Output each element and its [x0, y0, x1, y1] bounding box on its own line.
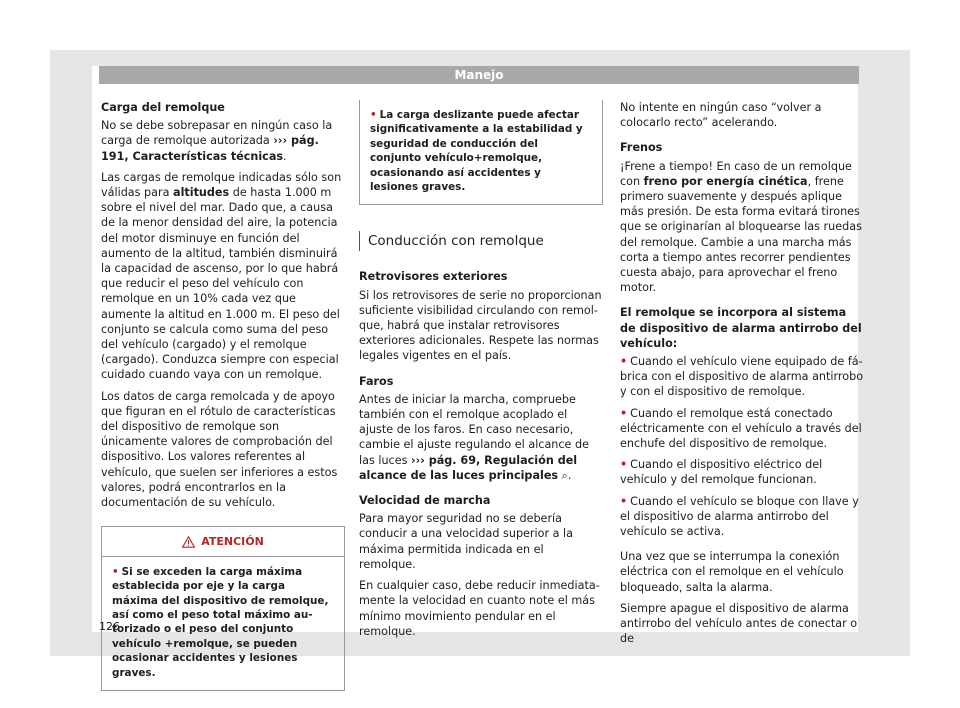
- bullet-icon: •: [112, 565, 119, 578]
- page-header-title: Manejo: [99, 66, 859, 84]
- paragraph-text: No se debe sobrepasar en ningún caso la carga de remolque autorizada: [101, 119, 333, 148]
- bullet-icon: •: [620, 494, 628, 508]
- page-reference-link[interactable]: ››› pág. 191, Características técnicas: [101, 134, 319, 163]
- heading-alarma: El remolque se incorpora al sistema de dispositivo de alarma antirrobo del vehículo:: [620, 306, 862, 350]
- bold-term: freno por energía cinética: [643, 174, 808, 188]
- warning-box: [101, 526, 345, 691]
- warning-bullet: [370, 108, 592, 194]
- bullet-icon: •: [620, 406, 628, 420]
- paragraph-text-end: .: [283, 149, 287, 163]
- bold-term: altitudes: [173, 186, 230, 200]
- paragraph-text: , frene primero suavemente y después aplique más presión. De esta forma evitará tirones que se originarían al bloquearse las ruedas del remolque. Cambie a una marcha más corta a tiempo antes recorrer pendientes cuesta abajo, para aprovechar el freno motor.: [620, 174, 862, 295]
- list-item: [620, 406, 864, 452]
- paragraph-frenos: [620, 159, 864, 296]
- paragraph-alarma-salta: Una vez que se interrumpa la conexión eléctrica con el remolque en el vehículo bloqueado, salta la alarma.: [620, 550, 844, 594]
- paragraph-load-data: Los datos de carga remolcada y de apoyo que figuran en el rótulo de características del dispositivo de remolque son únicamente valores de comprobación del dispositivo. Los valores referentes al vehículo, que suelen ser inferiores a estos valores, podrá encontrarlos en la documentación de su vehículo.: [101, 389, 338, 510]
- paragraph-carga-limit: [101, 118, 345, 164]
- heading-faros: Faros: [359, 374, 394, 388]
- headlight-symbol: ⌕.: [558, 468, 572, 482]
- bullet-icon: •: [620, 355, 628, 369]
- page-reference-link[interactable]: ››› pág. 69, Regulación del alcance de las luces principales: [359, 453, 578, 482]
- warning-triangle-icon: [182, 536, 195, 548]
- list-item-text: Cuando el vehículo se bloque con llave y el dispositivo de alarma antirrobo del vehículo se activa.: [620, 494, 859, 539]
- bullet-icon: •: [620, 458, 628, 472]
- list-item: [620, 457, 864, 487]
- heading-frenos: Frenos: [620, 141, 663, 155]
- list-item-text: Cuando el remolque está conectado eléctricamente con el vehículo a través del enchufe del dispositivo de remolque.: [620, 406, 862, 451]
- paragraph-apagar-alarma: Siempre apague el dispositivo de alarma antirrobo del vehículo antes de conectar o de: [620, 601, 858, 646]
- heading-carga-remolque: Carga del remolque: [101, 101, 225, 114]
- paragraph-faros: [359, 392, 603, 483]
- column-middle: [359, 100, 603, 645]
- paragraph-text: de hasta 1.000 m sobre el nivel del mar. Dado que, a causa de la menor densidad del aire, la potencia del motor disminuye en función del aumento de la altitud, también disminuirá la capacidad de ascenso, por lo que habrá que reducir el peso del vehículo con remolque en un 10% cada vez que aumente la altitud en 1.000 m. El peso del conjunto se calcula como suma del peso del vehículo (cargado) y el remolque (cargado). Conduzca siempre con especial cuidado cuando vaya con un remolque.: [101, 186, 340, 382]
- heading-retrovisores: Retrovisores exteriores: [359, 270, 508, 284]
- warning-box-continued: [359, 100, 603, 205]
- list-item: [620, 354, 864, 400]
- paragraph-altitudes: [101, 170, 345, 383]
- paragraph-text: Las cargas de remolque indicadas sólo son válidas para: [101, 170, 342, 200]
- warning-title-text: ATENCIÓN: [201, 535, 264, 549]
- warning-bullet-text: La carga deslizante puede afectar significativamente a la estabilidad y seguridad de conducción del conjunto vehículo+remolque, ocasionando así accidentes y lesiones graves.: [370, 109, 583, 194]
- warning-bullet-text: Si se exceden la carga máxima establecida por eje y la carga máxima del dispositivo de remolque, así como el peso total máximo autorizado o el peso del conjunto vehículo +remolque, se pueden ocasionar accidentes y lesiones graves.: [112, 565, 329, 679]
- column-left: [101, 100, 345, 691]
- heading-velocidad: Velocidad de marcha: [359, 494, 491, 508]
- paragraph-text: ¡Frene a tiempo! En caso de un remolque con: [620, 159, 852, 188]
- paragraph-no-enderezar: No intente en ningún caso “volver a colocarlo recto” acelerando.: [620, 101, 822, 130]
- paragraph-velocidad-1: Para mayor seguridad no se debería conducir a una velocidad superior a la máxima permitida indicada en el remolque.: [359, 512, 574, 571]
- list-item: [620, 494, 864, 540]
- list-item-text: Cuando el dispositivo eléctrico del vehículo y del remolque funcionan.: [620, 458, 823, 487]
- section-title: Conducción con remolque: [359, 231, 603, 251]
- page-number: 126: [99, 620, 120, 633]
- list-item-text: Cuando el vehículo viene equipado de fábrica con el dispositivo de alarma antirrobo y con el dispositivo de remolque.: [620, 355, 864, 399]
- column-right: [620, 100, 864, 653]
- warning-bullet: [112, 565, 334, 680]
- bullet-icon: •: [370, 109, 377, 121]
- warning-divider: [102, 556, 344, 557]
- warning-title: [112, 535, 334, 549]
- paragraph-velocidad-2: En cualquier caso, debe reducir inmediatamente la velocidad en cuanto note el más mínimo movimiento pendular en el remolque.: [359, 579, 600, 638]
- paragraph-text: Antes de iniciar la marcha, compruebe también con el remolque acoplado el ajuste de los faros. En caso necesario, cambie el ajuste regulando el alcance de las luces: [359, 392, 589, 467]
- paragraph-retrovisores: Si los retrovisores de serie no proporcionan suficiente visibilidad circulando con remolque, habrá que instalar retrovisores exteriores adicionales. Respete las normas legales vigentes en el país.: [359, 288, 602, 363]
